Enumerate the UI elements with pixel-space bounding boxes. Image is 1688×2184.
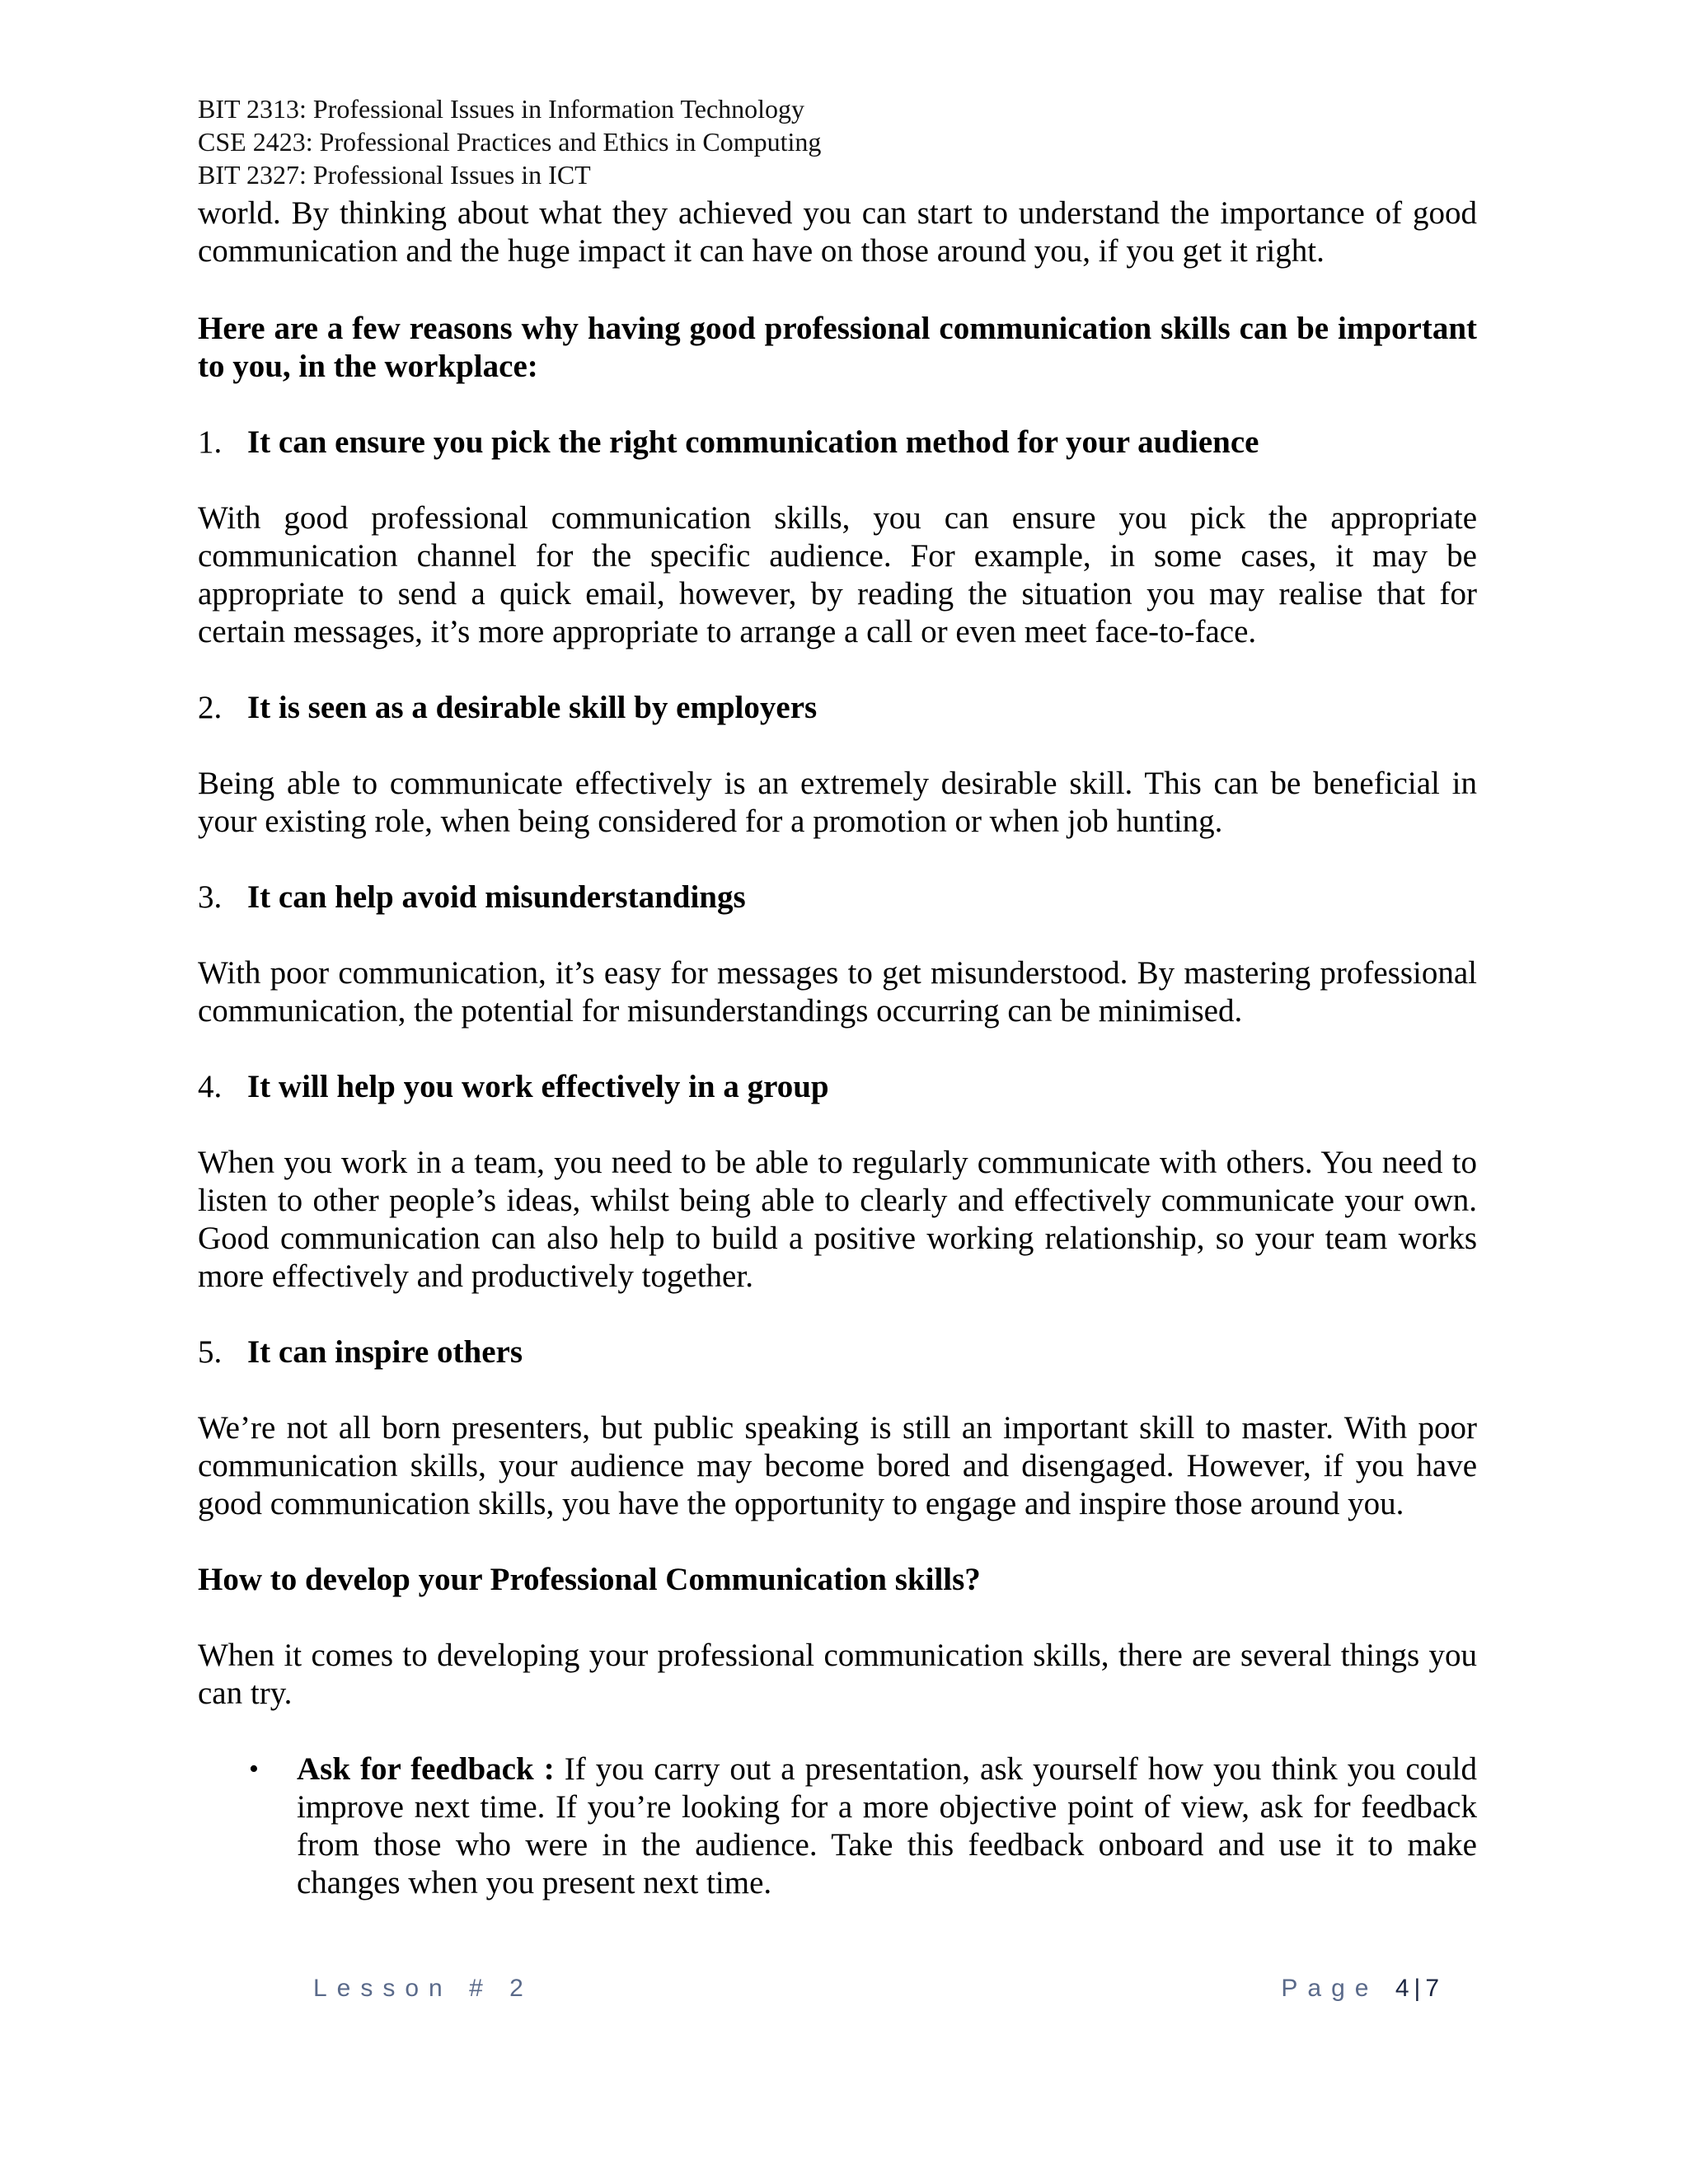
section-heading [198,689,1477,727]
page-label: Page [1281,1975,1379,2002]
howto-intro: When it comes to developing your professional communication skills, there are several things you can try. [198,1638,1477,1711]
section-paragraph: With good professional communication skills, you can ensure you pick the appropriate communication channel for the specific audience. For example, in some cases, it may be appropriate to send a quick email, however, by reading the situation you may realise that for certain messages, it’s more appropriate to arrange a call or even meet face-to-face. [198,500,1477,649]
lesson-label: Lesson # 2 [313,1975,533,2002]
section-title: It can inspire others [247,1334,523,1370]
section-heading [198,1333,1477,1371]
document-body [198,194,1477,1902]
page-total: 7 [1425,1975,1439,2002]
section-title: It will help you work effectively in a group [247,1069,829,1104]
header-line-1: BIT 2313: Professional Issues in Information Technology [198,94,805,124]
header-line-2: CSE 2423: Professional Practices and Ethics in Computing [198,127,822,157]
page-number: 4 [1395,1975,1409,2002]
section-heading [198,424,1477,462]
bullet-marker: • [249,1754,259,1784]
section-heading [198,1068,1477,1106]
reasons-heading: Here are a few reasons why having good professional communication skills can be important to you, in the workplace: [198,311,1477,384]
tip-label: Ask for feedback : [297,1751,555,1787]
section-number: 4. [198,1069,223,1104]
howto-heading: How to develop your Professional Communication skills? [198,1562,981,1597]
section-number: 3. [198,879,223,915]
intro-paragraph: world. By thinking about what they achieved you can start to understand the importance of good communication and the huge impact it can have on those around you, if you get it right. [198,195,1477,269]
section-number: 1. [198,424,223,460]
section-paragraph: Being able to communicate effectively is an extremely desirable skill. This can be beneficial in your existing role, when being considered for a promotion or when job hunting. [198,766,1477,839]
section-paragraph: We’re not all born presenters, but public speaking is still an important skill to master. With poor communication skills, your audience may become bored and disengaged. However, if you have good communication skills, you have the opportunity to engage and inspire those around you. [198,1410,1477,1521]
section-number: 5. [198,1334,223,1370]
tips-list [198,1750,1477,1902]
section-heading [198,879,1477,916]
course-header [198,92,821,191]
section-paragraph: When you work in a team, you need to be able to regularly communicate with others. You need to listen to other people’s ideas, whilst being able to clearly and effectively communicate your own. Good communication can also help to build a positive working relationship, so your team works more effectively and productively together. [198,1145,1477,1294]
section-paragraph: With poor communication, it’s easy for messages to get misunderstood. By mastering professional communication, the potential for misunderstandings occurring can be minimised. [198,955,1477,1029]
header-line-3: BIT 2327: Professional Issues in ICT [198,160,591,190]
page-separator: | [1414,1975,1421,2002]
section-title: It can ensure you pick the right communication method for your audience [247,424,1259,460]
tip-text: If you carry out a presentation, ask yourself how you think you could improve next time. If you’re looking for a more objective point of view, ask for feedback from those who were in the audience. Take this feedback onboard and use it to make changes when you present next time. [297,1751,1477,1900]
list-item [198,1750,1477,1902]
section-number: 2. [198,690,223,725]
section-title: It is seen as a desirable skill by employers [247,690,818,725]
page-indicator [1281,1975,1439,2003]
section-title: It can help avoid misunderstandings [247,879,746,915]
